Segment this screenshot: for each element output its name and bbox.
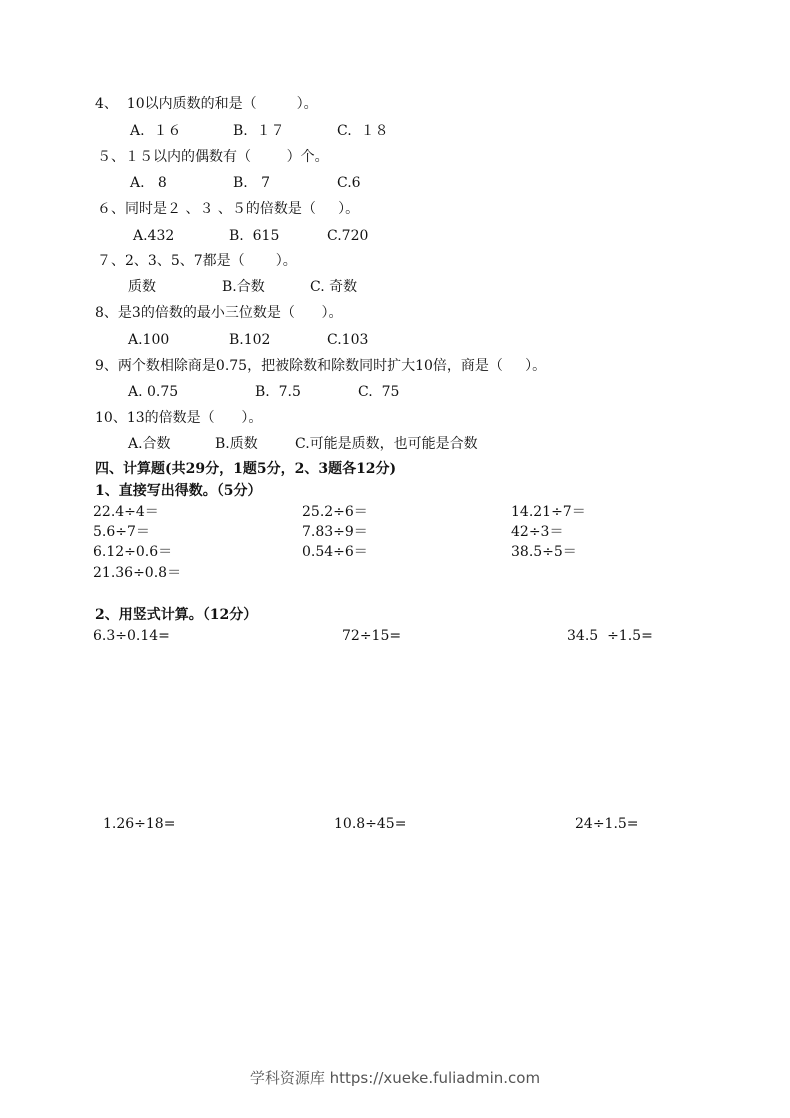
q6-option-b: B. 615 xyxy=(229,228,280,244)
vertical-calc-item: 34.5 ÷1.5= xyxy=(567,628,653,644)
q4-option-b: B. １７ xyxy=(233,123,285,139)
q6-option-a: A.432 xyxy=(133,228,175,244)
q4-option-c: C. １８ xyxy=(337,123,389,139)
calc-item: 25.2÷6＝ xyxy=(302,504,368,520)
question-9: 9、两个数相除商是0.75，把被除数和除数同时扩大10倍，商是（ ）。 xyxy=(95,358,547,374)
question-6: ６、同时是２ 、３ 、５的倍数是（ ）。 xyxy=(97,201,360,217)
calc-item: 21.36÷0.8＝ xyxy=(93,565,182,581)
q8-option-b: B.102 xyxy=(229,332,271,348)
calc-item: 6.12÷0.6＝ xyxy=(93,544,173,560)
q10-option-b: B.质数 xyxy=(215,436,258,452)
q7-option-c: C. 奇数 xyxy=(310,279,358,295)
q8-option-c: C.103 xyxy=(327,332,369,348)
part-1-title: 1、直接写出得数。（5分） xyxy=(95,483,262,499)
q4-option-a: A. １６ xyxy=(130,123,182,139)
vertical-calc-item: 24÷1.5= xyxy=(575,816,639,832)
q9-option-b: B. 7.5 xyxy=(255,384,301,400)
calc-item: 5.6÷7＝ xyxy=(93,524,150,540)
question-4: 4、 10以内质数的和是（ ）。 xyxy=(95,96,318,112)
q7-option-b: B.合数 xyxy=(222,279,265,295)
q5-option-b: B. 7 xyxy=(233,175,270,191)
q7-option-a: 质数 xyxy=(128,279,156,295)
calc-item: 42÷3＝ xyxy=(511,524,564,540)
vertical-calc-item: 10.8÷45= xyxy=(334,816,407,832)
q5-option-c: C.6 xyxy=(337,175,361,191)
question-8: 8、是3的倍数的最小三位数是（ ）。 xyxy=(95,305,343,321)
q10-option-c: C.可能是质数，也可能是合数 xyxy=(295,436,478,452)
vertical-calc-item: 1.26÷18= xyxy=(103,816,176,832)
q5-option-a: A. 8 xyxy=(130,175,167,191)
section-4-title: 四、计算题(共29分，1题5分，2、3题各12分) xyxy=(95,461,397,477)
question-5: ５、１５以内的偶数有（ ）个。 xyxy=(97,149,329,165)
calc-item: 0.54÷6＝ xyxy=(302,544,368,560)
q10-option-a: A.合数 xyxy=(128,436,171,452)
calc-item: 7.83÷9＝ xyxy=(302,524,368,540)
q8-option-a: A.100 xyxy=(128,332,170,348)
vertical-calc-item: 72÷15= xyxy=(342,628,402,644)
q6-option-c: C.720 xyxy=(327,228,369,244)
question-10: 10、13的倍数是（ ）。 xyxy=(95,410,263,426)
calc-item: 14.21÷7＝ xyxy=(511,504,586,520)
question-7: ７、2、3、5、7都是（ ）。 xyxy=(97,253,297,269)
footer-watermark: 学科资源库 https://xueke.fuliadmin.com xyxy=(249,1069,541,1087)
calc-item: 38.5÷5＝ xyxy=(511,544,577,560)
part-2-title: 2、用竖式计算。（12分） xyxy=(95,607,258,623)
vertical-calc-item: 6.3÷0.14= xyxy=(93,628,170,644)
q9-option-a: A. 0.75 xyxy=(128,384,179,400)
calc-item: 22.4÷4＝ xyxy=(93,504,159,520)
q9-option-c: C. 75 xyxy=(358,384,400,400)
